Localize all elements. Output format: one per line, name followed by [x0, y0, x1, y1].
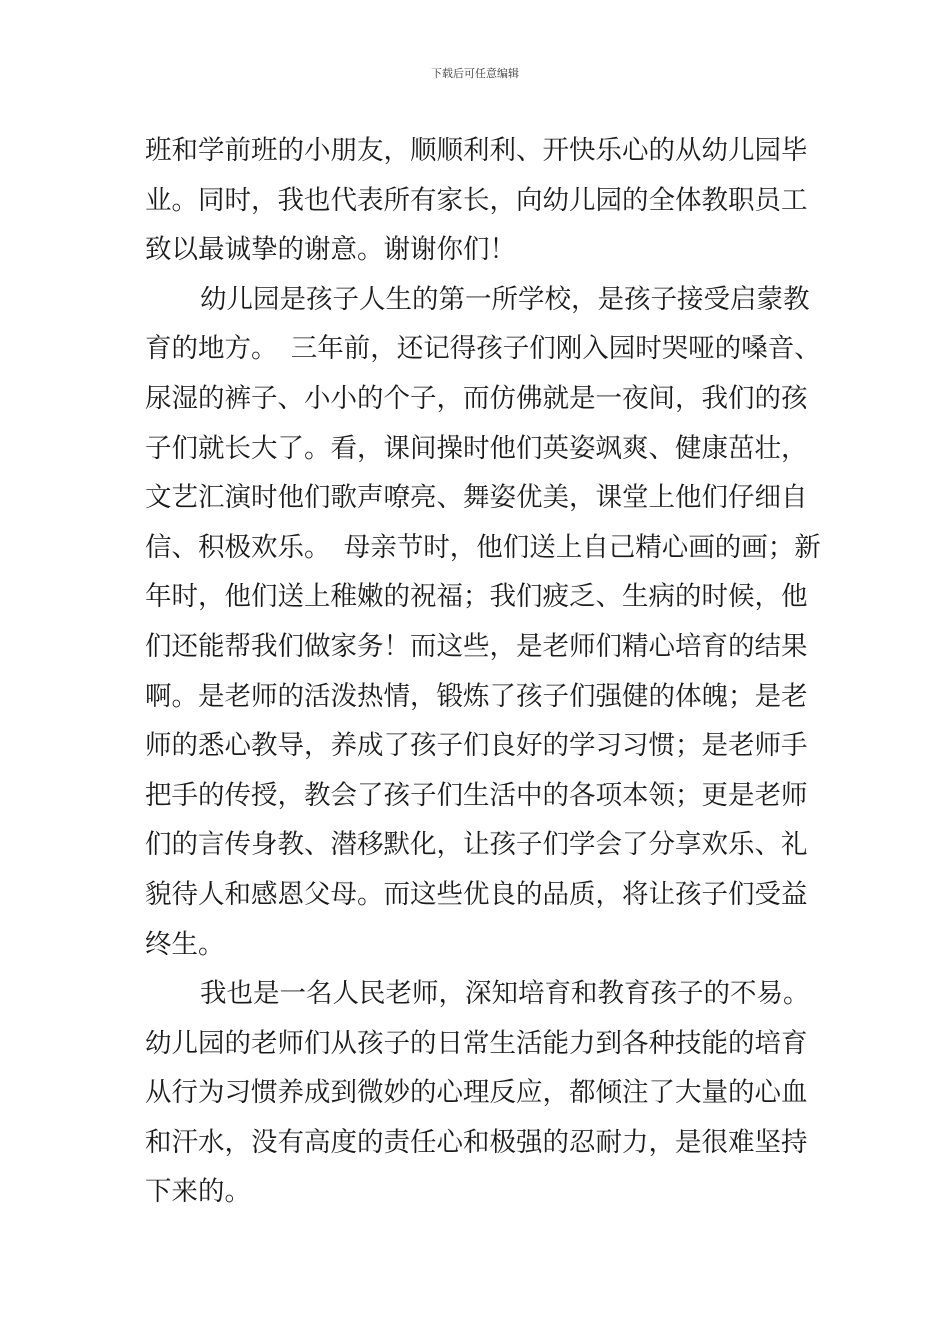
text-line: 子们就长大了。看，课间操时他们英姿飒爽、健康茁壮， [145, 432, 808, 464]
paragraph-end-line: 终生。 [145, 928, 225, 960]
text-line: 和汗水，没有高度的责任心和极强的忍耐力，是很难坚持 [145, 1126, 808, 1158]
text-line: 信、积极欢乐。 母亲节时，他们送上自己精心画的画；新 [145, 531, 821, 563]
text-line: 啊。是老师的活泼热情，锻炼了孩子们强健的体魄；是老 [145, 680, 808, 712]
paragraph-start-line: 我也是一名人民老师，深知培育和教育孩子的不易。 [200, 978, 810, 1010]
paragraph-end-line: 下来的。 [145, 1176, 251, 1208]
text-line: 貌待人和感恩父母。而这些优良的品质，将让孩子们受益 [145, 878, 808, 910]
page-header-note: 下载后可任意编辑 [431, 67, 519, 80]
paragraph-end-line: 致以最诚挚的谢意。谢谢你们！ [145, 234, 516, 266]
text-line: 师的悉心教导，养成了孩子们良好的学习习惯；是老师手 [145, 730, 808, 762]
paragraph-start-line: 幼儿园是孩子人生的第一所学校，是孩子接受启蒙教 [200, 283, 810, 315]
text-line: 文艺汇演时他们歌声嘹亮、舞姿优美，课堂上他们仔细自 [145, 482, 808, 514]
text-line: 班和学前班的小朋友，顺顺利利、开快乐心的从幼儿园毕 [145, 135, 808, 166]
text-line: 把手的传授，教会了孩子们生活中的各项本领；更是老师 [145, 779, 808, 811]
text-line: 从行为习惯养成到微妙的心理反应，都倾注了大量的心血 [145, 1077, 808, 1109]
document-body [145, 126, 821, 1217]
text-line: 育的地方。 三年前，还记得孩子们刚入园时哭哑的嗓音、 [145, 333, 821, 365]
text-line: 尿湿的裤子、小小的个子，而仿佛就是一夜间，我们的孩 [145, 382, 808, 414]
text-line: 们的言传身教、潜移默化，让孩子们学会了分享欢乐、礼 [145, 829, 808, 861]
text-line: 年时，他们送上稚嫩的祝福；我们疲乏、生病的时候，他 [145, 581, 808, 613]
text-line: 幼儿园的老师们从孩子的日常生活能力到各种技能的培育 [145, 1027, 808, 1059]
text-line: 业。同时，我也代表所有家长，向幼儿园的全体教职员工 [145, 184, 808, 216]
text-line: 们还能帮我们做家务！而这些，是老师们精心培育的结果 [145, 630, 808, 662]
